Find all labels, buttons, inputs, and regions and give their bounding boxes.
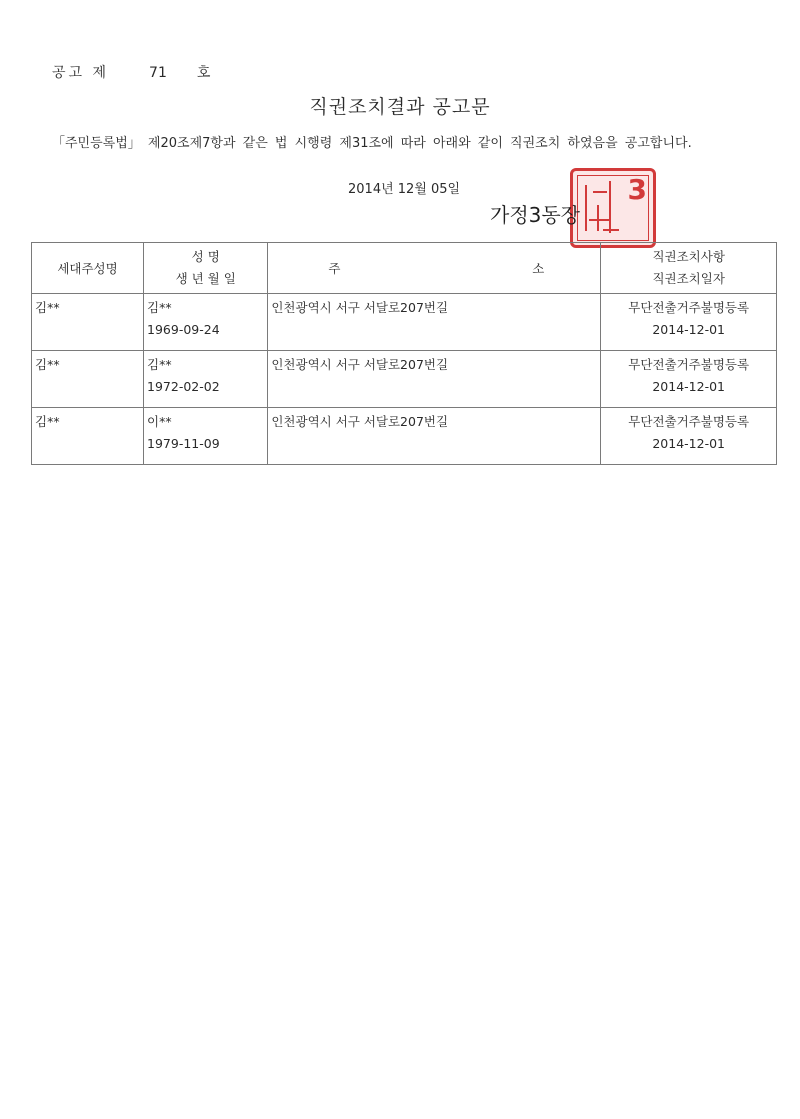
action-date-cell: 2014-12-01 [652,436,725,451]
head-cell: 김** [35,414,60,429]
name-cell: 김** [147,357,172,372]
official-seal: 3 [570,168,656,248]
notice-date: 2014년 12월 05일 [348,182,461,197]
table-row [32,408,777,465]
address-cell: 인천광역시 서구 서달로207번길 [271,357,449,372]
document-title: 직권조치결과 공고문 [309,96,491,118]
header-action: 직권조치사항 직권조치일자 [601,243,777,294]
birth-cell: 1969-09-24 [147,322,220,337]
birth-cell: 1979-11-09 [147,436,220,451]
notice-body: 「주민등록법」 제20조제7항과 같은 법 시행령 제31조에 따라 아래와 같이 직권조치 하였음을 공고합니다. [52,136,692,151]
head-cell: 김** [35,300,60,315]
table-header-row [32,243,777,294]
table-row [32,351,777,408]
header-head-of-household: 세대주성명 [32,243,144,294]
action-cell: 무단전출거주불명등록 [628,357,750,372]
name-cell: 이** [147,414,172,429]
notice-number-prefix: 공고 제 [52,65,110,81]
header-name-birthdate: 성 명 생 년 월 일 [144,243,268,294]
action-cell: 무단전출거주불명등록 [628,300,750,315]
birth-cell: 1972-02-02 [147,379,220,394]
notice-number-suffix: 호 [196,65,214,81]
header-address: 주 소 [268,243,601,294]
name-cell: 김** [147,300,172,315]
records-table [31,242,777,465]
address-cell: 인천광역시 서구 서달로207번길 [271,300,449,315]
notice-number [52,62,213,82]
table-row [32,294,777,351]
address-cell: 인천광역시 서구 서달로207번길 [271,414,449,429]
signer: 가정3동장 [490,203,581,227]
action-date-cell: 2014-12-01 [652,379,725,394]
head-cell: 김** [35,357,60,372]
action-cell: 무단전출거주불명등록 [628,414,750,429]
notice-number-value: 71 [149,65,167,81]
action-date-cell: 2014-12-01 [652,322,725,337]
